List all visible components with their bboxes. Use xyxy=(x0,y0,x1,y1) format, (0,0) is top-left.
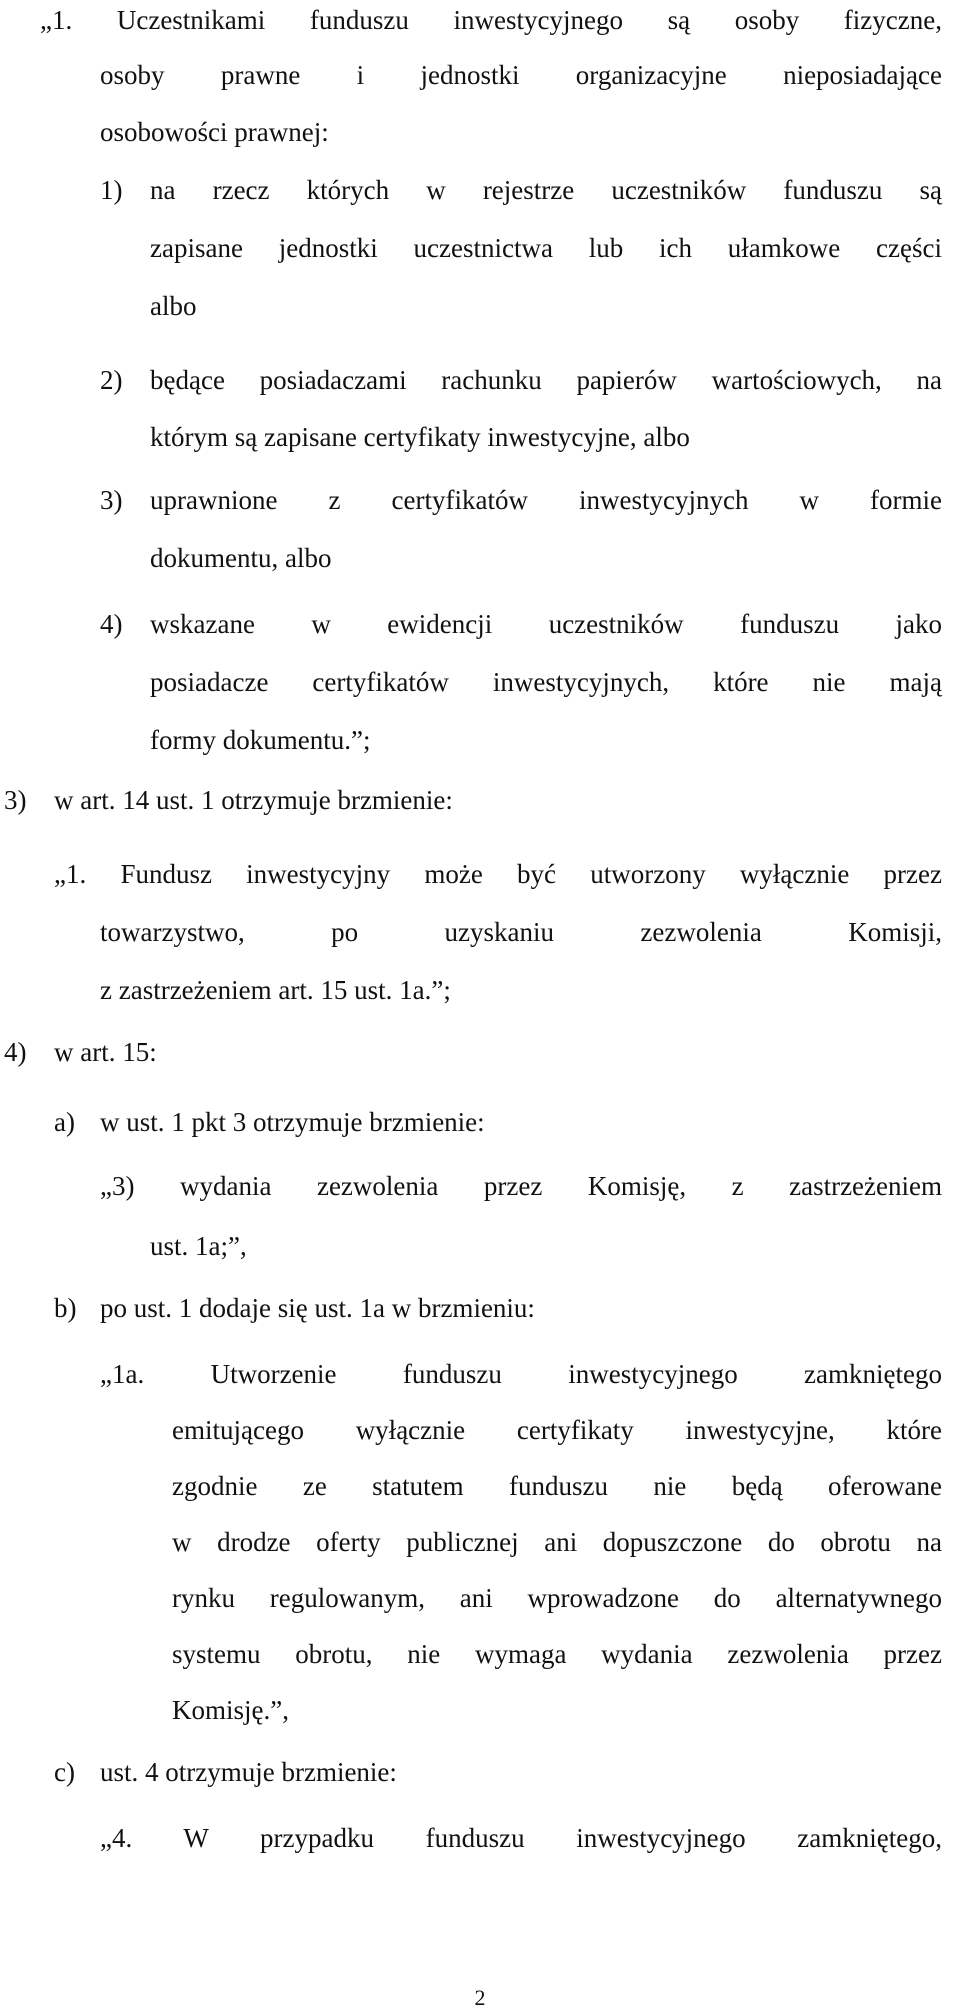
text-line: w art. 15: xyxy=(54,1037,157,1067)
quote-line: „3) wydania zezwolenia przez Komisję, z zastrzeżeniem xyxy=(100,1171,942,1201)
item-number: 2) xyxy=(100,365,123,395)
quote-line: „1. Fundusz inwestycyjny może być utworzony wyłącznie przez xyxy=(54,859,942,889)
quote-line: zgodnie ze statutem funduszu nie będą oferowane xyxy=(172,1471,942,1501)
text-line: w art. 14 ust. 1 otrzymuje brzmienie: xyxy=(54,785,453,815)
quote-line: rynku regulowanym, ani wprowadzone do alternatywnego xyxy=(172,1583,942,1613)
text-line: dokumentu, albo xyxy=(150,543,332,573)
text-line: którym są zapisane certyfikaty inwestycyjne, albo xyxy=(150,422,690,452)
text-line: wskazane w ewidencji uczestników funduszu jako xyxy=(150,609,942,639)
text-line: „1. Uczestnikami funduszu inwestycyjnego są osoby fizyczne, xyxy=(40,5,942,35)
quote-line: ust. 1a;”, xyxy=(150,1231,247,1261)
item-number: 4) xyxy=(100,609,123,639)
quote-line: z zastrzeżeniem art. 15 ust. 1a.”; xyxy=(100,975,451,1005)
text-line: osobowości prawnej: xyxy=(100,117,329,147)
text-line: posiadacze certyfikatów inwestycyjnych, które nie mają xyxy=(150,667,942,697)
text-line: formy dokumentu.”; xyxy=(150,725,371,755)
text-line: uprawnione z certyfikatów inwestycyjnych w formie xyxy=(150,485,942,515)
text-line: będące posiadaczami rachunku papierów wartościowych, na xyxy=(150,365,942,395)
sub-letter: b) xyxy=(54,1293,77,1323)
quote-line: systemu obrotu, nie wymaga wydania zezwolenia przez xyxy=(172,1639,942,1669)
page-number: 2 xyxy=(474,1985,486,2010)
text-line: zapisane jednostki uczestnictwa lub ich ułamkowe części xyxy=(150,233,942,263)
text-line: osoby prawne i jednostki organizacyjne nieposiadające xyxy=(100,60,942,90)
quote-line: emitującego wyłącznie certyfikaty inwestycyjne, które xyxy=(172,1415,942,1445)
text-line: ust. 4 otrzymuje brzmienie: xyxy=(100,1757,397,1787)
item-number: 1) xyxy=(100,175,123,205)
quote-line: w drodze oferty publicznej ani dopuszczone do obrotu na xyxy=(172,1527,942,1557)
point-number: 4) xyxy=(4,1037,27,1067)
text-line: na rzecz których w rejestrze uczestników funduszu są xyxy=(150,175,942,205)
text-line: albo xyxy=(150,291,197,321)
quote-line: Komisję.”, xyxy=(172,1695,289,1725)
sub-letter: c) xyxy=(54,1757,75,1787)
point-number: 3) xyxy=(4,785,27,815)
text-line: po ust. 1 dodaje się ust. 1a w brzmieniu: xyxy=(100,1293,535,1323)
text-line: w ust. 1 pkt 3 otrzymuje brzmienie: xyxy=(100,1107,485,1137)
quote-line: „4. W przypadku funduszu inwestycyjnego zamkniętego, xyxy=(100,1823,942,1853)
item-number: 3) xyxy=(100,485,123,515)
sub-letter: a) xyxy=(54,1107,75,1137)
quote-line: „1a. Utworzenie funduszu inwestycyjnego zamkniętego xyxy=(100,1359,942,1389)
quote-line: towarzystwo, po uzyskaniu zezwolenia Komisji, xyxy=(100,917,942,947)
